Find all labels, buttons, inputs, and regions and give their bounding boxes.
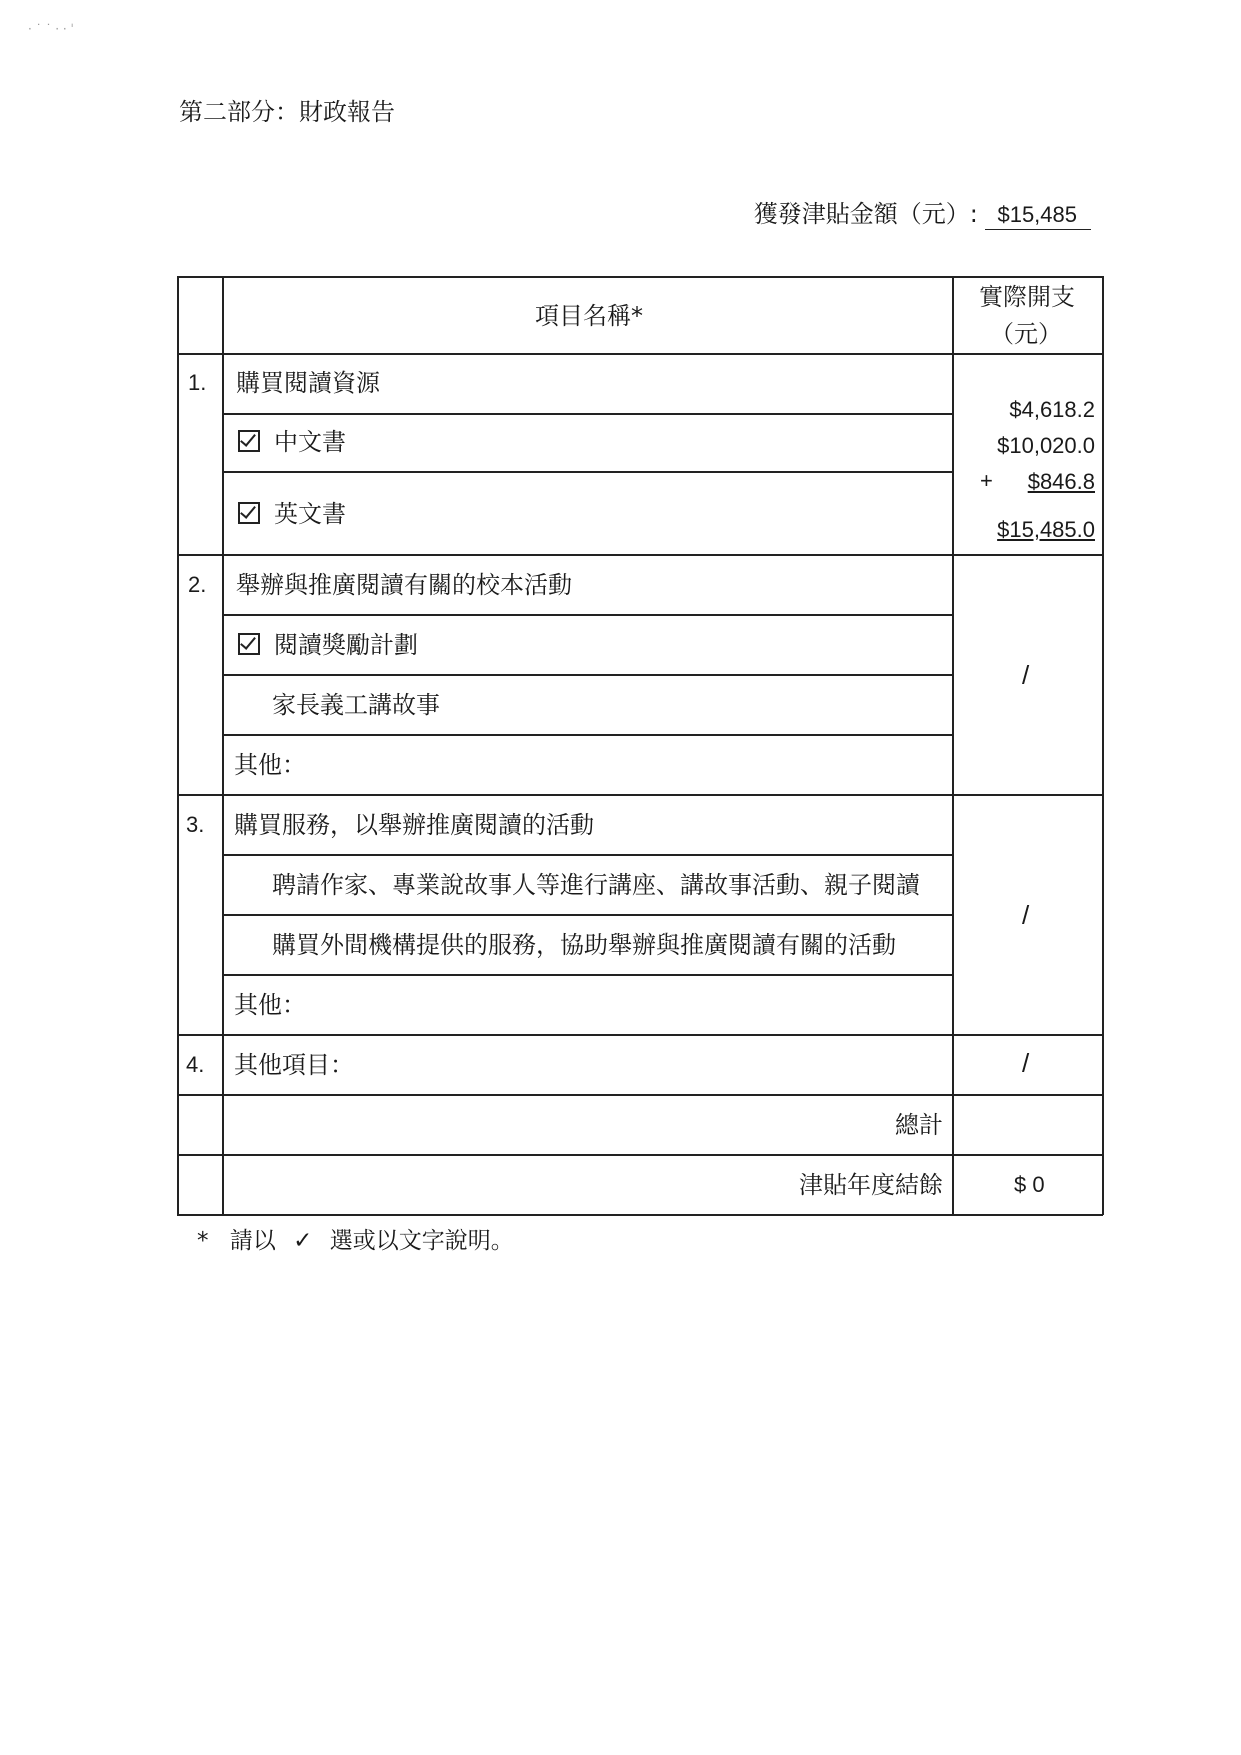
section1-total: $15,485.0 [997, 517, 1095, 542]
table-border-right [1102, 276, 1104, 1215]
section2-number: 2. [188, 572, 207, 597]
section-heading: 第二部分：財政報告 [179, 98, 395, 126]
section3-number: 3. [186, 812, 205, 837]
section3-title: 購買服務，以舉辦推廣閱讀的活動 [234, 811, 594, 839]
scan-marks: · ˙ ˙ · · ˈ [28, 22, 74, 36]
row-divider [222, 614, 953, 616]
checkbox-checked-icon [238, 633, 260, 655]
section2-title: 舉辦與推廣閱讀有關的校本活動 [236, 571, 572, 599]
row-divider [222, 734, 953, 736]
subsidy-amount: $15,485 [985, 201, 1091, 230]
section-divider [177, 554, 1103, 556]
section3-item-authors: 聘請作家、專業說故事人等進行講座、講故事活動、親子閱讀 [272, 871, 920, 899]
row-divider [222, 674, 953, 676]
check-mark-icon: ✓ [293, 1228, 313, 1254]
table-border-left [177, 276, 179, 1215]
row-divider [222, 854, 953, 856]
section1-item-chinese-books: 中文書 [238, 427, 346, 457]
section3-expense: / [1022, 900, 1030, 930]
row-divider [222, 471, 953, 473]
balance-value: $ 0 [1014, 1172, 1045, 1197]
section2-other: 其他： [234, 751, 306, 779]
header-expense-line1: 實際開支 [979, 283, 1075, 311]
section2-item-reading-award: 閱讀獎勵計劃 [238, 630, 418, 660]
table-border-top [177, 276, 1103, 278]
header-expense-line2: （元） [990, 320, 1062, 348]
number-column-divider [222, 276, 224, 1215]
header-item-name: 項目名稱* [535, 302, 643, 330]
section3-item-external-services: 購買外間機構提供的服務，協助舉辦與推廣閱讀有關的活動 [272, 931, 896, 959]
section2-item-storytelling: 家長義工講故事 [272, 691, 440, 719]
plus-sign: + [980, 468, 993, 493]
section2-expense: / [1022, 660, 1030, 690]
section4-title: 其他項目： [234, 1051, 354, 1079]
row-divider [222, 413, 953, 415]
section3-other: 其他： [234, 991, 306, 1019]
balance-label: 津貼年度結餘 [799, 1171, 943, 1199]
amount-chinese-books: $4,618.2 [1009, 397, 1095, 422]
expense-column-divider [952, 276, 954, 1215]
subsidy-amount-line [754, 194, 1091, 230]
amount-other: $846.8 [1027, 469, 1095, 494]
footnote-star: * [197, 1228, 209, 1254]
subsidy-label: 獲發津貼金額（元）: [753, 200, 978, 228]
amount-english-books: $10,020.0 [997, 433, 1095, 458]
section4-number: 4. [186, 1052, 205, 1077]
section-divider [177, 1094, 1103, 1096]
section1-item-english-books: 英文書 [238, 499, 346, 529]
section1-title: 購買閱讀資源 [236, 369, 380, 397]
row-divider [222, 914, 953, 916]
section4-expense: / [1022, 1048, 1030, 1078]
table-border-bottom [177, 1214, 1103, 1216]
checkbox-checked-icon [238, 430, 260, 452]
section-divider [177, 794, 1103, 796]
footnote [197, 1222, 514, 1255]
row-divider [222, 974, 953, 976]
footnote-text-before: 請以 [229, 1228, 276, 1254]
section-divider [177, 1034, 1103, 1036]
total-label: 總計 [895, 1111, 943, 1139]
section1-number: 1. [188, 370, 207, 395]
header-divider [177, 353, 1103, 355]
checkbox-checked-icon [238, 502, 260, 524]
footnote-text-after: 選或以文字說明。 [329, 1228, 514, 1254]
section-divider [177, 1154, 1103, 1156]
